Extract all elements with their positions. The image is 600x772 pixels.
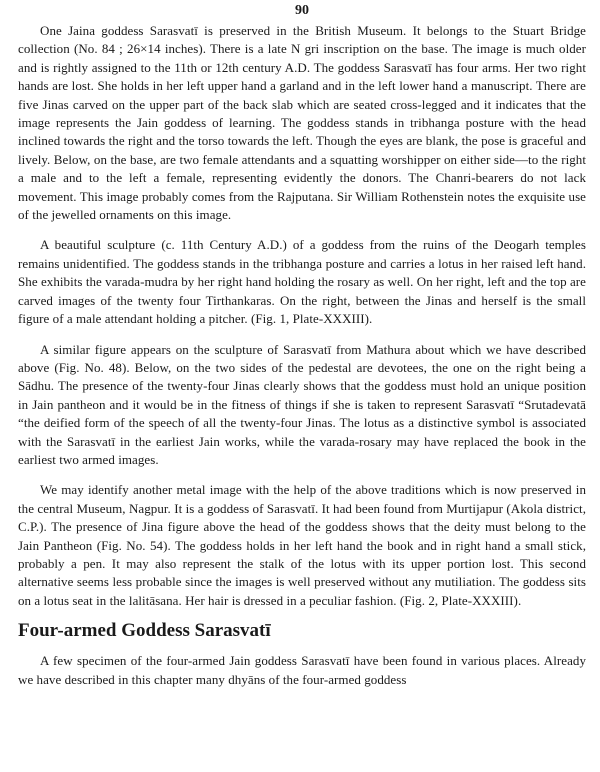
paragraph-british-museum: One Jaina goddess Sarasvatī is preserved in the British Museum. It belongs to the Stuart Bridge collection (No. 84 ; 26×14 inches). There is a late N gri inscription on the base. The image is much older and is rightly assigned to the 11th or 12th century A.D. The goddess Sarasvatī has four arms. Her two right hands are lost. She holds in her left upper hand a garland and in the left lower hand a manuscript. There are five Jinas carved on the upper part of the back slab which are seated cross-legged and it indicates that the image represents the Jain goddess of learning. The goddess stands in tribhanga posture with the head inclined towards the right and the torso towards the left. Though the eyes are blank, the pose is graceful and lively. Below, on the base, are two female attendants and a squatting worshipper on either side—to the right a male and to the left a female, representing evidently the donors. The Chanri-bearers do not lack movement. This image probably comes from the Rajputana. Sir William Rothenstein notes the exquisite use of the jewelled ornaments on this image. bbox=[18, 23, 586, 223]
paragraph-nagpur-image: We may identify another metal image with the help of the above traditions which is now preserved in the central Museum, Nagpur. It is a goddess of Sarasvatī. It had been found from Murtijapur (Akola district, C.P.). The presence of Jina figure above the head of the goddess shows that the deity must belong to the Jain Pantheon (Fig. No. 54). The goddess holds in her left hand the book and in right hand a small stick, probably a pen. It may also represent the stalk of the lotus with its upper portion lost. This second alternative seems less probable since the images is well preserved without any mutiliation. The goddess sits on a lotus seat in the lalitāsana. Her hair is dressed in a peculiar fashion. (Fig. 2, Plate-XXXIII). bbox=[18, 482, 586, 608]
section-heading: Four-armed Goddess Sarasvatī bbox=[18, 620, 271, 642]
page-number: 90 bbox=[295, 3, 309, 18]
paragraph-mathura-figure: A similar figure appears on the sculpture of Sarasvatī from Mathura about which we have described above (Fig. No. 48). Below, on the two sides of the pedestal are devotees, the one on the right being a Sādhu. The presence of the twenty-four Jinas clearly shows that the goddess must hold an unique position in Jain pantheon and it would be in the fitness of things if she is taken to represent Sarasvatī “Srutadevatā “the deified form of the speech of all the twenty-four Jinas. The lotus as a distinctive symbol is associated with the Sarasvatī in the earliest Jain works, while the varada-rosary may have replaced the book in the earliest two armed images. bbox=[18, 341, 586, 467]
paragraph-deogarh-sculpture: A beautiful sculpture (c. 11th Century A.D.) of a goddess from the ruins of the Deogarh temples remains unidentified. The goddess stands in the tribhanga posture and carries a lotus in her raised left hand. She exhibits the varada-mudra by her right hand holding the rosary as well. On her right, left and the top are carved images of the twenty four Tirthankaras. On the right, between the Jinas and herself is the small figure of a male attendant holding a pitcher. (Fig. 1, Plate-XXXIII). bbox=[18, 237, 586, 327]
paragraph-four-armed: A few specimen of the four-armed Jain goddess Sarasvatī have been found in various places. Already we have described in this chapter many dhyāns of the four-armed goddess bbox=[18, 653, 586, 687]
